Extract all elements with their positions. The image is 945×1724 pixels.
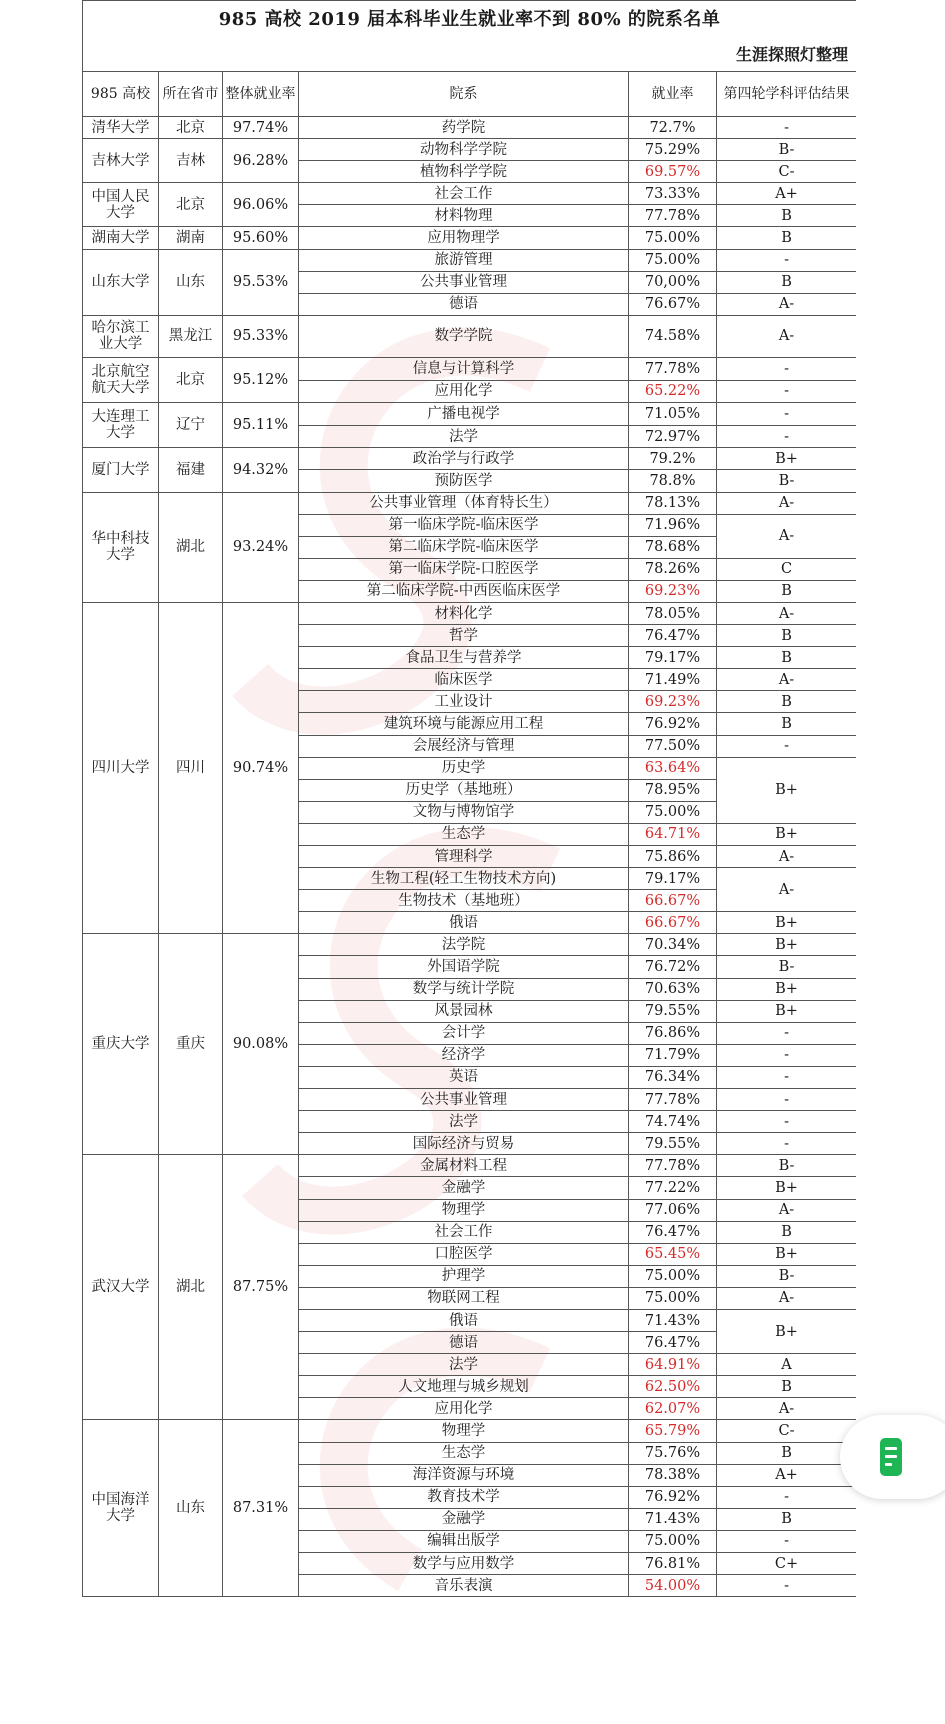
department-cell: 信息与计算科学 [299,357,629,380]
evaluation-cell: B [717,647,857,669]
rate-cell: 76.92% [629,713,717,735]
province-cell: 吉林 [159,139,223,183]
department-cell: 风景园林 [299,1000,629,1022]
rate-cell: 78.05% [629,602,717,624]
department-cell: 植物科学学院 [299,161,629,183]
evaluation-cell: B+ [717,448,857,470]
table-row [83,1155,857,1177]
employment-table [82,0,857,1597]
evaluation-cell: C- [717,161,857,183]
evaluation-cell: B [717,625,857,647]
employment-sheet [82,0,856,1724]
department-cell: 广播电视学 [299,403,629,426]
province-cell: 湖南 [159,227,223,249]
department-cell: 生态学 [299,823,629,845]
evaluation-cell: B+ [717,912,857,934]
rate-cell: 54.00% [629,1575,717,1597]
rate-cell: 79.2% [629,448,717,470]
rate-cell: 76.92% [629,1486,717,1508]
rate-cell: 78.68% [629,536,717,558]
department-cell: 德语 [299,1332,629,1354]
department-cell: 建筑环境与能源应用工程 [299,713,629,735]
department-cell: 护理学 [299,1265,629,1287]
rate-cell: 62.50% [629,1376,717,1398]
table-row [83,249,857,271]
department-cell: 金属材料工程 [299,1155,629,1177]
department-cell: 第一临床学院-口腔医学 [299,558,629,580]
department-cell: 生物工程(轻工生物技术方向) [299,868,629,890]
department-cell: 公共事业管理 [299,1089,629,1111]
rate-cell: 76.72% [629,956,717,978]
table-row [83,227,857,249]
table-row [83,357,857,380]
rate-cell: 72.97% [629,425,717,448]
school-cell: 四川大学 [83,602,159,933]
table-row [83,403,857,426]
rate-cell: 70.34% [629,934,717,956]
floating-note-button[interactable] [840,1415,945,1499]
department-cell: 管理科学 [299,846,629,868]
column-header-row [83,72,857,117]
department-cell: 生态学 [299,1442,629,1464]
rate-cell: 74.58% [629,315,717,357]
rate-cell: 77.06% [629,1199,717,1221]
rate-cell: 77.22% [629,1177,717,1199]
left-margin [0,0,82,1724]
department-cell: 哲学 [299,625,629,647]
evaluation-cell: A- [717,669,857,691]
department-cell: 第二临床学院-临床医学 [299,536,629,558]
evaluation-cell: B- [717,1265,857,1287]
rate-cell: 79.17% [629,647,717,669]
rate-cell: 77.78% [629,1089,717,1111]
school-cell: 哈尔滨工业大学 [83,315,159,357]
evaluation-cell: - [717,425,857,448]
department-cell: 动物科学学院 [299,139,629,161]
table-row [83,602,857,624]
rate-cell: 71.05% [629,403,717,426]
province-cell: 四川 [159,602,223,933]
school-cell: 中国海洋大学 [83,1420,159,1597]
department-cell: 材料化学 [299,602,629,624]
department-cell: 海洋资源与环境 [299,1464,629,1486]
evaluation-cell: - [717,1044,857,1066]
evaluation-cell: B [717,713,857,735]
rate-cell: 69.57% [629,161,717,183]
department-cell: 第一临床学院-临床医学 [299,514,629,536]
province-cell: 湖北 [159,492,223,602]
table-title: 985 高校 2019 届本科毕业生就业率不到 80% 的院系名单 [83,1,857,40]
evaluation-cell: B+ [717,1243,857,1265]
col-header-rate: 就业率 [629,72,717,117]
school-cell: 重庆大学 [83,934,159,1155]
rate-cell: 78.8% [629,470,717,492]
col-header-province: 所在省市 [159,72,223,117]
rate-cell: 77.50% [629,735,717,757]
department-cell: 经济学 [299,1044,629,1066]
department-cell: 教育技术学 [299,1486,629,1508]
evaluation-cell: - [717,117,857,139]
province-cell: 北京 [159,117,223,139]
department-cell: 应用化学 [299,380,629,403]
rate-cell: 70.63% [629,978,717,1000]
rate-cell: 73.33% [629,183,717,205]
evaluation-cell: A- [717,1199,857,1221]
col-header-overall-rate: 整体就业率 [223,72,299,117]
evaluation-cell: B [717,691,857,713]
rate-cell: 74.74% [629,1111,717,1133]
table-row [83,139,857,161]
rate-cell: 78.38% [629,1464,717,1486]
evaluation-cell: B [717,271,857,293]
rate-cell: 65.22% [629,380,717,403]
evaluation-cell: - [717,249,857,271]
department-cell: 口腔医学 [299,1243,629,1265]
province-cell: 北京 [159,357,223,402]
school-cell: 厦门大学 [83,448,159,492]
rate-cell: 75.76% [629,1442,717,1464]
table-row [83,448,857,470]
evaluation-cell: B [717,580,857,602]
rate-cell: 65.45% [629,1243,717,1265]
overall-rate-cell: 95.11% [223,403,299,448]
rate-cell: 62.07% [629,1398,717,1420]
evaluation-cell: A+ [717,183,857,205]
department-cell: 物理学 [299,1199,629,1221]
evaluation-cell: - [717,1486,857,1508]
table-row [83,934,857,956]
evaluation-cell: A+ [717,1464,857,1486]
overall-rate-cell: 90.08% [223,934,299,1155]
rate-cell: 79.17% [629,868,717,890]
rate-cell: 77.78% [629,205,717,227]
table-source: 生涯探照灯整理 [83,39,857,72]
rate-cell: 75.29% [629,139,717,161]
evaluation-cell: - [717,1575,857,1597]
rate-cell: 75.00% [629,1287,717,1309]
province-cell: 辽宁 [159,403,223,448]
province-cell: 黑龙江 [159,315,223,357]
rate-cell: 75.00% [629,801,717,823]
department-cell: 应用物理学 [299,227,629,249]
rate-cell: 70,00% [629,271,717,293]
school-cell: 大连理工大学 [83,403,159,448]
department-cell: 法学 [299,1111,629,1133]
overall-rate-cell: 93.24% [223,492,299,602]
department-cell: 法学 [299,425,629,448]
rate-cell: 65.79% [629,1420,717,1442]
rate-cell: 71.43% [629,1309,717,1331]
department-cell: 法学 [299,1354,629,1376]
department-cell: 外国语学院 [299,956,629,978]
evaluation-cell: C- [717,1420,857,1442]
rate-cell: 77.78% [629,357,717,380]
department-cell: 社会工作 [299,1221,629,1243]
evaluation-cell: B- [717,956,857,978]
department-cell: 德语 [299,293,629,315]
school-cell: 湖南大学 [83,227,159,249]
table-row [83,183,857,205]
rate-cell: 78.13% [629,492,717,514]
evaluation-cell: - [717,1111,857,1133]
department-cell: 历史学（基地班） [299,779,629,801]
rate-cell: 64.71% [629,823,717,845]
department-cell: 会展经济与管理 [299,735,629,757]
department-cell: 俄语 [299,912,629,934]
department-cell: 公共事业管理 [299,271,629,293]
rate-cell: 76.81% [629,1553,717,1575]
department-cell: 金融学 [299,1177,629,1199]
province-cell: 山东 [159,249,223,315]
department-cell: 会计学 [299,1022,629,1044]
rate-cell: 72.7% [629,117,717,139]
overall-rate-cell: 95.33% [223,315,299,357]
province-cell: 重庆 [159,934,223,1155]
department-cell: 材料物理 [299,205,629,227]
department-cell: 数学与统计学院 [299,978,629,1000]
evaluation-cell: A- [717,293,857,315]
rate-cell: 66.67% [629,890,717,912]
evaluation-cell: B [717,1221,857,1243]
overall-rate-cell: 96.06% [223,183,299,227]
department-cell: 历史学 [299,757,629,779]
province-cell: 北京 [159,183,223,227]
province-cell: 山东 [159,1420,223,1597]
province-cell: 福建 [159,448,223,492]
department-cell: 文物与博物馆学 [299,801,629,823]
evaluation-cell: B+ [717,757,857,823]
table-row [83,1420,857,1442]
evaluation-cell: A- [717,1287,857,1309]
evaluation-cell: B [717,227,857,249]
evaluation-cell: B+ [717,823,857,845]
school-cell: 中国人民大学 [83,183,159,227]
overall-rate-cell: 87.75% [223,1155,299,1420]
department-cell: 音乐表演 [299,1575,629,1597]
department-cell: 工业设计 [299,691,629,713]
rate-cell: 75.86% [629,846,717,868]
evaluation-cell: B+ [717,1309,857,1353]
table-row [83,492,857,514]
evaluation-cell: B [717,1442,857,1464]
col-header-school: 985 高校 [83,72,159,117]
evaluation-cell: B+ [717,1177,857,1199]
evaluation-cell: - [717,380,857,403]
department-cell: 公共事业管理（体育特长生） [299,492,629,514]
evaluation-cell: A [717,1354,857,1376]
department-cell: 生物技术（基地班） [299,890,629,912]
department-cell: 法学院 [299,934,629,956]
school-cell: 山东大学 [83,249,159,315]
evaluation-cell: B+ [717,934,857,956]
evaluation-cell: C+ [717,1553,857,1575]
overall-rate-cell: 95.12% [223,357,299,402]
department-cell: 药学院 [299,117,629,139]
department-cell: 社会工作 [299,183,629,205]
evaluation-cell: B+ [717,978,857,1000]
rate-cell: 66.67% [629,912,717,934]
department-cell: 预防医学 [299,470,629,492]
department-cell: 数学学院 [299,315,629,357]
evaluation-cell: - [717,735,857,757]
rate-cell: 71.79% [629,1044,717,1066]
evaluation-cell: B- [717,1155,857,1177]
department-cell: 食品卫生与营养学 [299,647,629,669]
rate-cell: 69.23% [629,691,717,713]
department-cell: 旅游管理 [299,249,629,271]
school-cell: 吉林大学 [83,139,159,183]
evaluation-cell: B- [717,139,857,161]
evaluation-cell: A- [717,492,857,514]
evaluation-cell: A- [717,1398,857,1420]
rate-cell: 79.55% [629,1133,717,1155]
rate-cell: 75.00% [629,227,717,249]
evaluation-cell: - [717,1066,857,1088]
table-row [83,315,857,357]
evaluation-cell: - [717,1530,857,1552]
rate-cell: 71.49% [629,669,717,691]
school-cell: 华中科技大学 [83,492,159,602]
rate-cell: 76.47% [629,1332,717,1354]
rate-cell: 76.86% [629,1022,717,1044]
evaluation-cell: - [717,403,857,426]
evaluation-cell: B [717,1508,857,1530]
overall-rate-cell: 94.32% [223,448,299,492]
evaluation-cell: - [717,1133,857,1155]
overall-rate-cell: 87.31% [223,1420,299,1597]
evaluation-cell: A- [717,868,857,912]
evaluation-cell: - [717,1089,857,1111]
school-cell: 北京航空航天大学 [83,357,159,402]
rate-cell: 75.00% [629,1265,717,1287]
table-row [83,117,857,139]
note-icon [880,1438,902,1476]
evaluation-cell: - [717,1022,857,1044]
rate-cell: 77.78% [629,1155,717,1177]
department-cell: 物理学 [299,1420,629,1442]
overall-rate-cell: 97.74% [223,117,299,139]
col-header-department: 院系 [299,72,629,117]
department-cell: 政治学与行政学 [299,448,629,470]
department-cell: 第二临床学院-中西医临床医学 [299,580,629,602]
evaluation-cell: - [717,357,857,380]
rate-cell: 63.64% [629,757,717,779]
rate-cell: 78.26% [629,558,717,580]
evaluation-cell: B [717,205,857,227]
rate-cell: 69.23% [629,580,717,602]
overall-rate-cell: 96.28% [223,139,299,183]
department-cell: 编辑出版学 [299,1530,629,1552]
overall-rate-cell: 90.74% [223,602,299,933]
rate-cell: 79.55% [629,1000,717,1022]
rate-cell: 76.67% [629,293,717,315]
overall-rate-cell: 95.60% [223,227,299,249]
evaluation-cell: A- [717,602,857,624]
department-cell: 数学与应用数学 [299,1553,629,1575]
department-cell: 国际经济与贸易 [299,1133,629,1155]
department-cell: 英语 [299,1066,629,1088]
rate-cell: 75.00% [629,1530,717,1552]
evaluation-cell: B- [717,470,857,492]
department-cell: 金融学 [299,1508,629,1530]
evaluation-cell: A- [717,514,857,558]
department-cell: 俄语 [299,1309,629,1331]
rate-cell: 76.34% [629,1066,717,1088]
evaluation-cell: C [717,558,857,580]
rate-cell: 76.47% [629,1221,717,1243]
col-header-evaluation: 第四轮学科评估结果 [717,72,857,117]
rate-cell: 71.43% [629,1508,717,1530]
rate-cell: 64.91% [629,1354,717,1376]
province-cell: 湖北 [159,1155,223,1420]
rate-cell: 78.95% [629,779,717,801]
rate-cell: 71.96% [629,514,717,536]
evaluation-cell: B+ [717,1000,857,1022]
school-cell: 清华大学 [83,117,159,139]
department-cell: 临床医学 [299,669,629,691]
evaluation-cell: B [717,1376,857,1398]
rate-cell: 75.00% [629,249,717,271]
overall-rate-cell: 95.53% [223,249,299,315]
school-cell: 武汉大学 [83,1155,159,1420]
department-cell: 人文地理与城乡规划 [299,1376,629,1398]
evaluation-cell: A- [717,846,857,868]
rate-cell: 76.47% [629,625,717,647]
evaluation-cell: A- [717,315,857,357]
department-cell: 应用化学 [299,1398,629,1420]
department-cell: 物联网工程 [299,1287,629,1309]
